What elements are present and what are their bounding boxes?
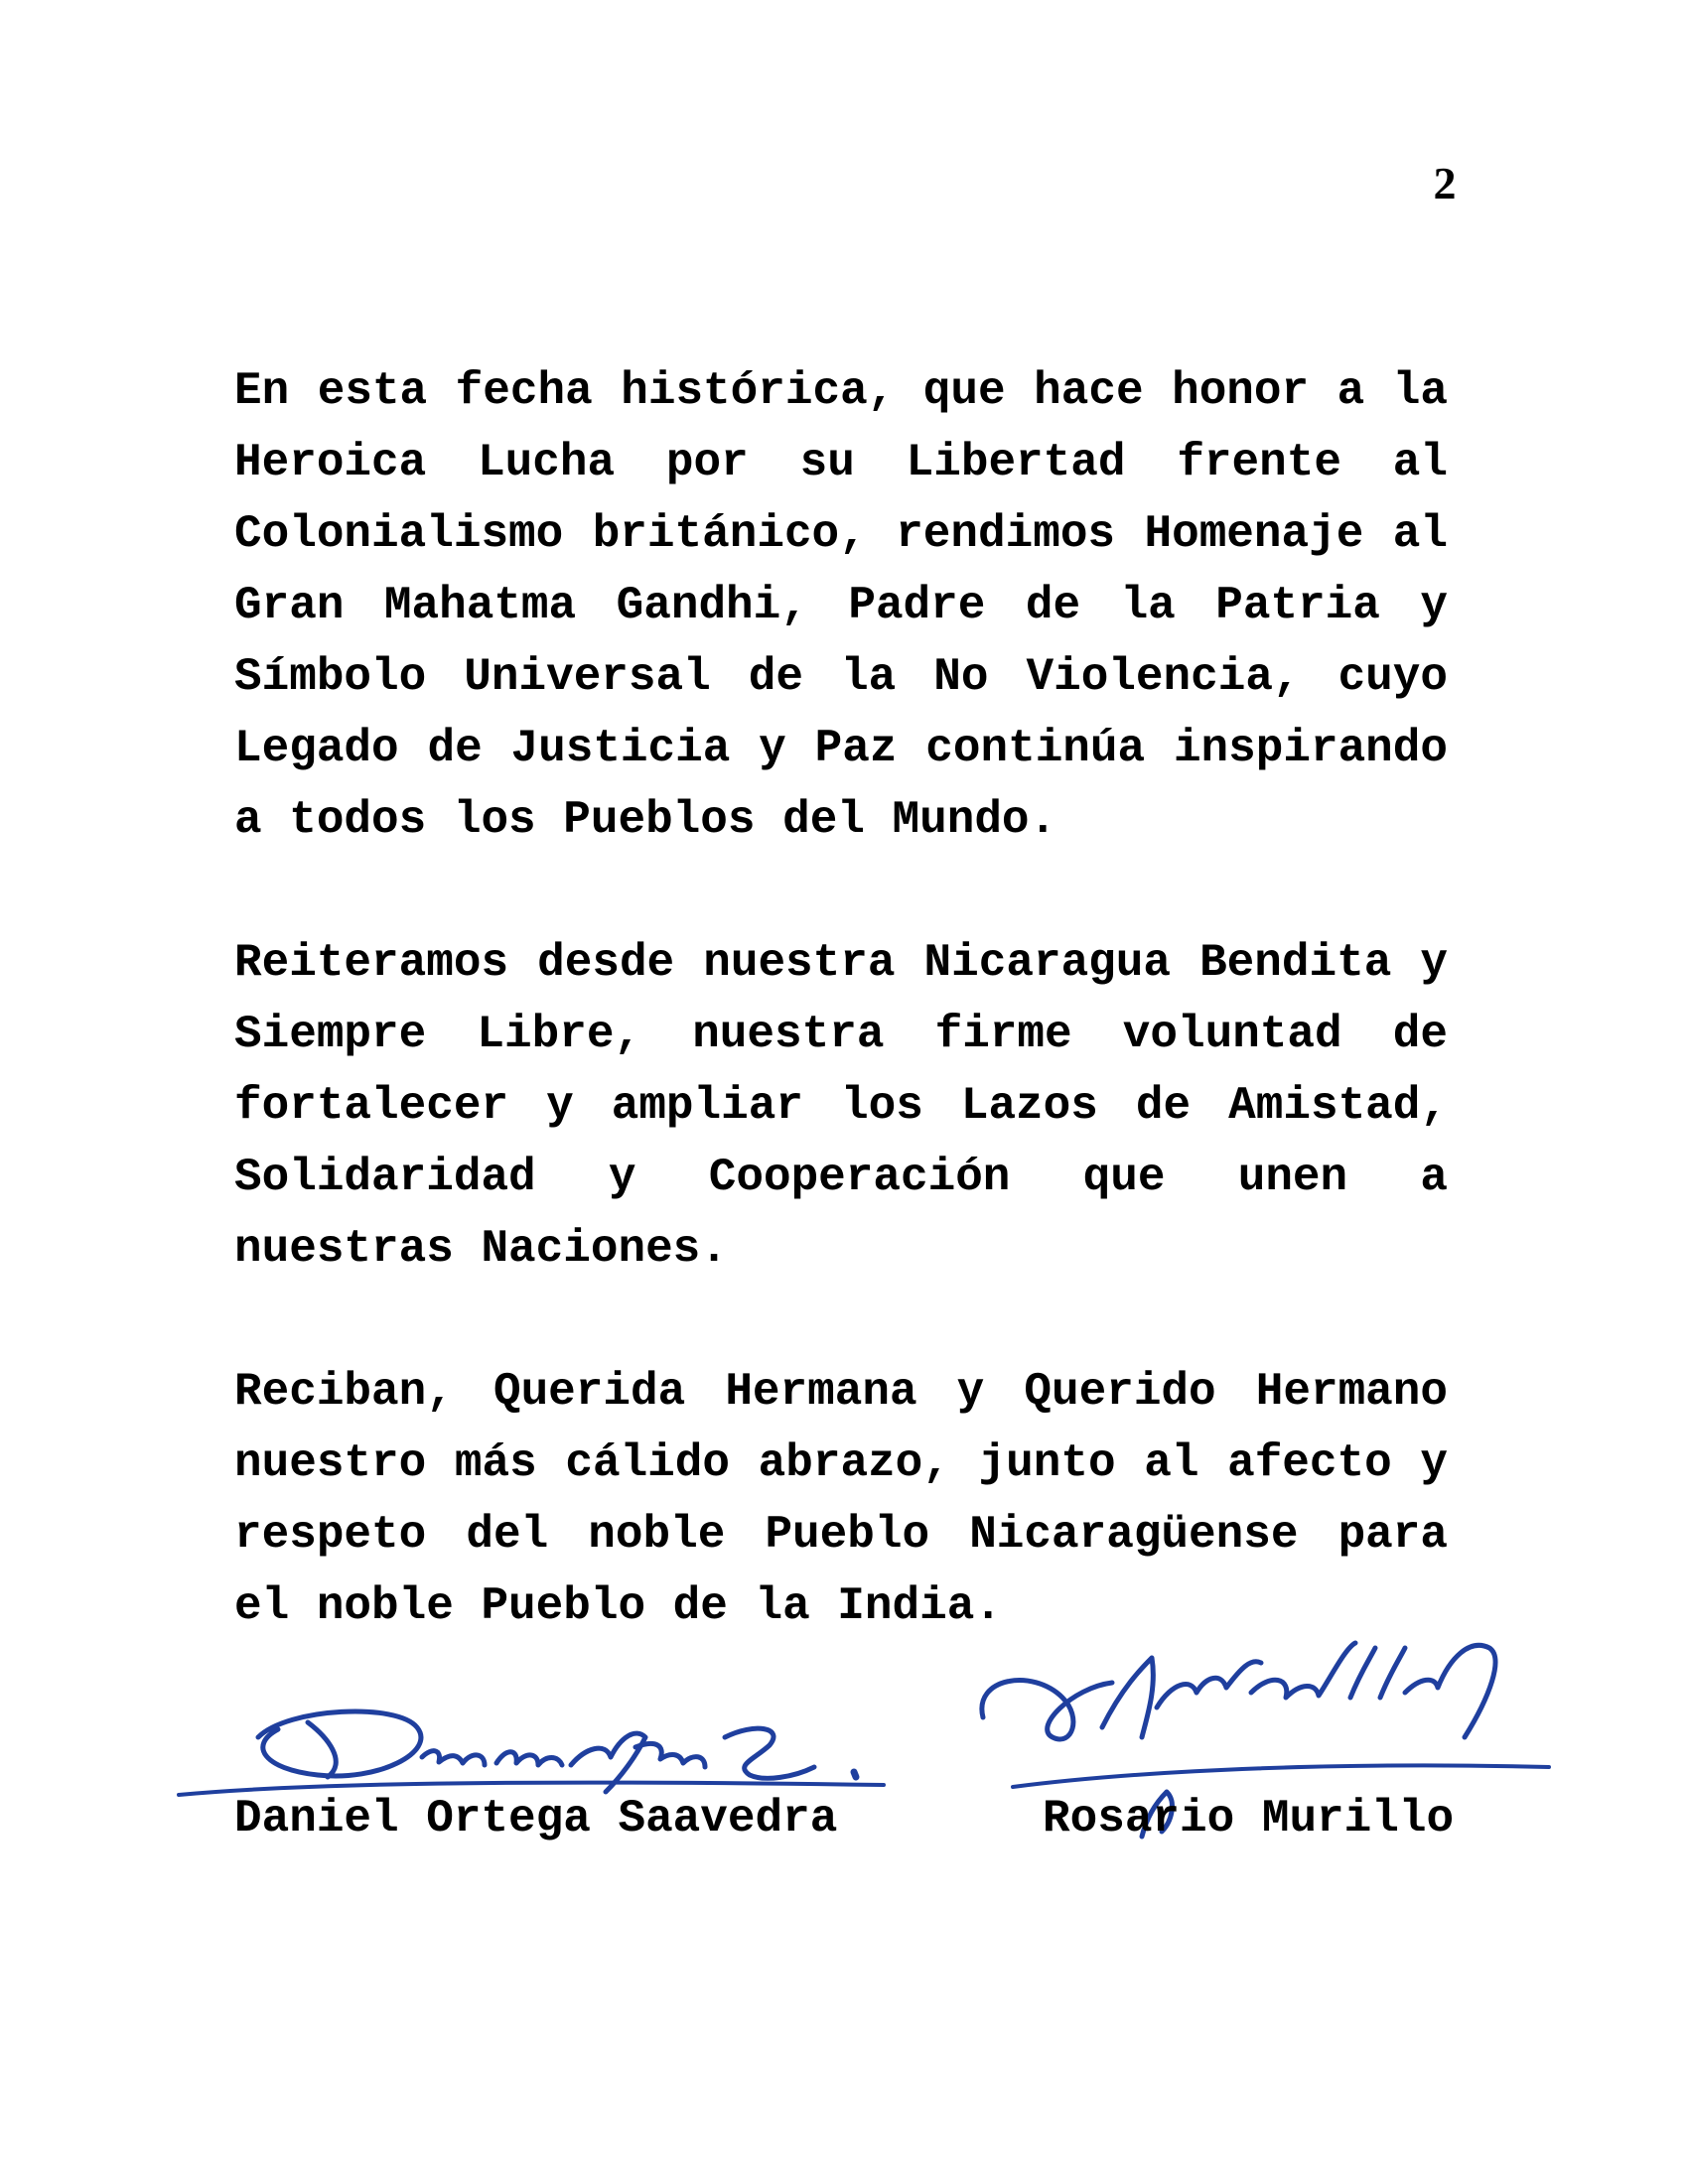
paragraph-homage: En esta fecha histórica, que hace honor a la Heroica Lucha por su Libertad frente al Colonialismo británico, rendimos Homenaje al Gran Mahatma Gandhi, Padre de la Patria y Símbolo Universal de la No Violencia, cuyo Legado de Justicia y Paz continúa inspirando a todos los Pueblos del Mundo. bbox=[234, 365, 1448, 846]
signer-name-right: Rosario Murillo bbox=[1043, 1793, 1455, 1844]
page-number: 2 bbox=[1433, 158, 1457, 208]
paragraph-greeting: Reciban, Querida Hermana y Querido Hermano nuestro más cálido abrazo, junto al afecto y respeto del noble Pueblo Nicaragüense para el noble Pueblo de la India. bbox=[234, 1366, 1448, 1632]
signer-name-left: Daniel Ortega Saavedra bbox=[234, 1793, 838, 1844]
paragraph-friendship: Reiteramos desde nuestra Nicaragua Bendita y Siempre Libre, nuestra firme voluntad de fortalecer y ampliar los Lazos de Amistad, Solidaridad y Cooperación que unen a nuestras Naciones. bbox=[234, 937, 1448, 1275]
